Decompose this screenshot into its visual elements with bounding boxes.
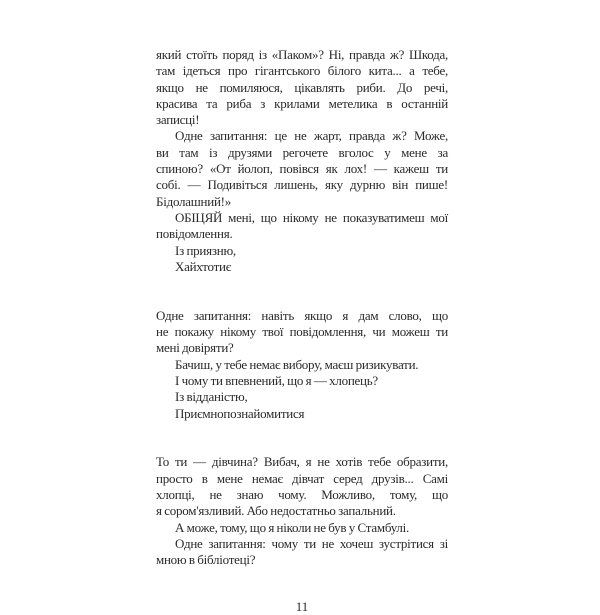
text-line: я сором'язливий. Або недостатньо запальний. xyxy=(156,503,396,519)
text-line: повідомлення. xyxy=(156,226,233,242)
section-break xyxy=(156,422,448,455)
text-line: красива та риба з крилами метелика в останній xyxy=(156,95,448,111)
text-line: там ідеться про гігантського білого кита... а тебе, xyxy=(156,63,448,79)
text-line: якщо не помиляюся, цікавлять риби. До речі, xyxy=(156,79,448,95)
text-line: Одне запитання: це не жарт, правда ж? Може, xyxy=(175,128,448,144)
text-line: ви там із друзями регочете вголос у мене за xyxy=(156,144,448,160)
text-line: просто в мене немає дівчат серед друзів... Самі xyxy=(156,470,448,486)
text-line: ОБІЦЯЙ мені, що нікому не показуватимеш мої xyxy=(175,209,448,225)
text-line: не покажу нікому твої повідомлення, чи можеш ти xyxy=(156,324,448,340)
text-line: мною в бібліотеці? xyxy=(156,552,256,568)
text-line: хлопці, не знаю чому. Можливо, тому, що xyxy=(156,487,448,503)
page-number: 11 xyxy=(295,598,309,614)
text-line: собі. — Подивіться лишень, яку дурню він пише! xyxy=(156,177,448,193)
text-section xyxy=(156,308,448,422)
text-line: І чому ти впевнений, що я — хлопець? xyxy=(175,372,378,388)
text-line: Хайхтотиє xyxy=(175,258,232,274)
section-break xyxy=(156,275,448,308)
text-line: мені довіряти? xyxy=(156,340,234,356)
text-line: То ти — дівчина? Вибач, я не хотів тебе образити, xyxy=(156,454,448,470)
text-line: Приємнопознайомитися xyxy=(175,405,305,421)
text-line: Із відданістю, xyxy=(175,389,248,405)
text-line: записці! xyxy=(156,112,200,128)
text-line: Бідолашний!» xyxy=(156,193,231,209)
text-line: який стоїть поряд із «Паком»? Ні, правда ж? Шкода, xyxy=(156,47,448,62)
text-line: А може, тому, що я ніколи не був у Стамбулі. xyxy=(175,519,410,535)
text-section xyxy=(156,454,448,568)
book-page-text xyxy=(156,47,448,569)
text-section xyxy=(156,47,448,275)
book-page xyxy=(156,47,448,615)
text-line: Із приязню, xyxy=(175,242,236,258)
text-line: спиною? «От йолоп, повівся як лох! — кажеш ти xyxy=(156,161,448,177)
text-line: Бачиш, у тебе немає вибору, маєш ризикувати. xyxy=(175,356,419,372)
text-line: Одне запитання: чому ти не хочеш зустрітися зі xyxy=(175,535,448,551)
text-line: Одне запитання: навіть якщо я дам слово, що xyxy=(156,307,448,323)
